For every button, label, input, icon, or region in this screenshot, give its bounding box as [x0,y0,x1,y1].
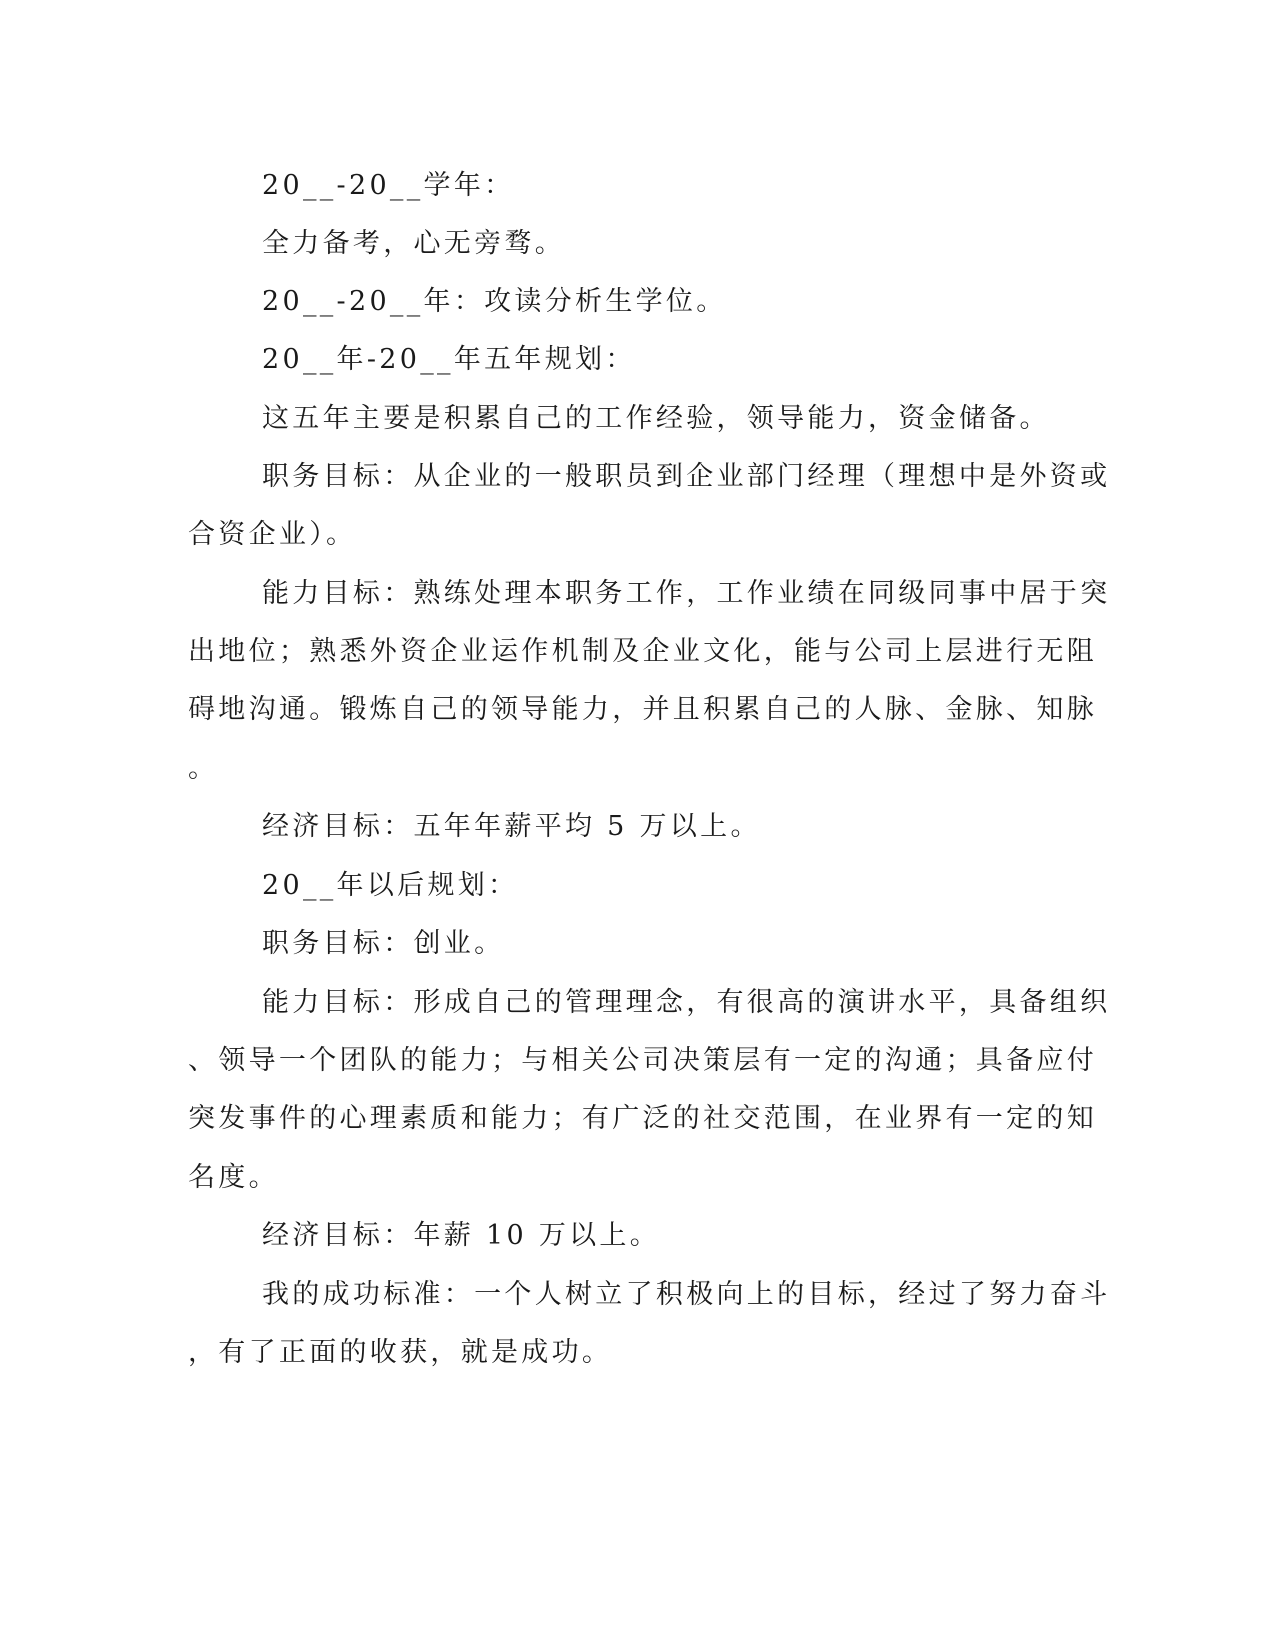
text-line: 突发事件的心理素质和能力；有广泛的社交范围，在业界有一定的知 [188,1103,1097,1134]
text-line: 。 [188,753,219,784]
text-line: 20__年-20__年五年规划： [262,344,636,375]
text-line: 能力目标：形成自己的管理理念，有很高的演讲水平，具备组织 [262,987,1111,1018]
text-line: 碍地沟通。锻炼自己的领导能力，并且积累自己的人脉、金脉、知脉 [188,694,1097,725]
text-line: 出地位；熟悉外资企业运作机制及企业文化，能与公司上层进行无阻 [188,636,1097,667]
text-line: 全力备考，心无旁骛。 [262,228,565,259]
text-line: 职务目标：从企业的一般职员到企业部门经理（理想中是外资或 [262,461,1111,492]
text-line: 我的成功标准：一个人树立了积极向上的目标，经过了努力奋斗 [262,1279,1111,1310]
text-line: 经济目标：五年年薪平均 5 万以上。 [262,811,761,842]
text-line: 经济目标：年薪 10 万以上。 [262,1220,661,1251]
text-line: 20__-20__年：攻读分析生学位。 [262,286,727,317]
text-line: 20__年以后规划： [262,870,519,901]
text-line: 、领导一个团队的能力；与相关公司决策层有一定的沟通；具备应付 [188,1045,1097,1076]
text-line: 能力目标：熟练处理本职务工作，工作业绩在同级同事中居于突 [262,578,1111,609]
text-line: 20__-20__学年： [262,170,515,201]
text-line: 这五年主要是积累自己的工作经验，领导能力，资金储备。 [262,403,1050,434]
text-line: 合资企业）。 [188,519,357,550]
text-line: 名度。 [188,1162,279,1193]
text-line: 职务目标：创业。 [262,928,505,959]
text-line: ，有了正面的收获，就是成功。 [188,1337,613,1368]
